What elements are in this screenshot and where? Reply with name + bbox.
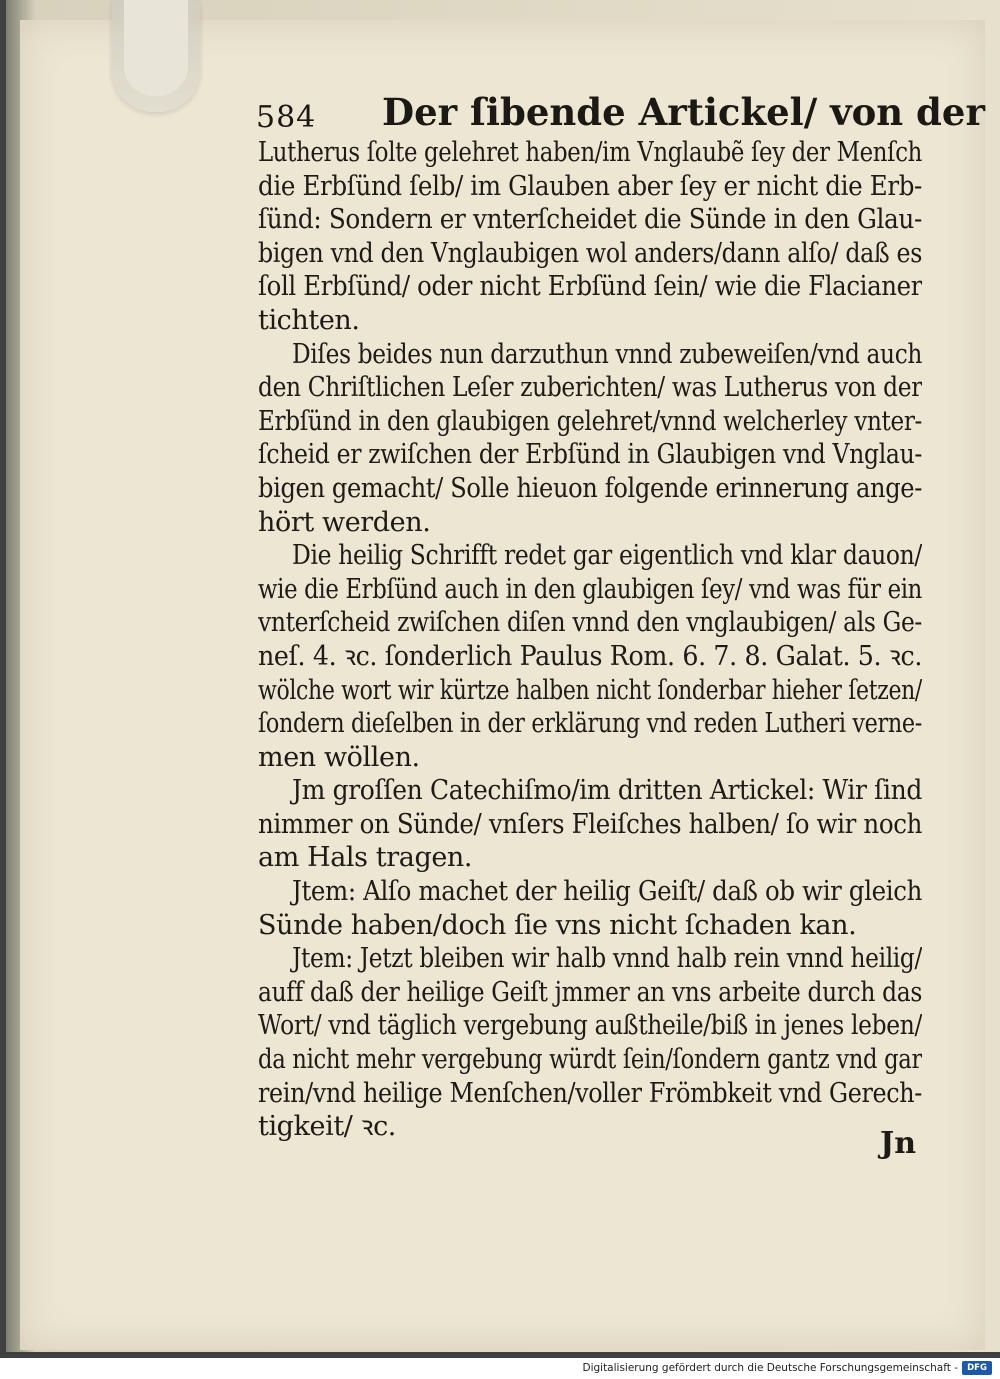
text-line: den Chriſtlichen Leſer zuberichten/ was Lutherus von der [258,372,922,404]
text-line: Lutherus ſolte gelehret haben/im Vnglaubẽ ſey der Menſch [258,137,922,168]
text-line: tichten. [258,304,360,336]
funding-credit: Digitalisierung gefördert durch die Deutsche Forschungsgemeinschaft - [582,1362,958,1374]
text-line: tigkeit/ ꝛc. [258,1111,396,1143]
footer-bar [0,1358,1000,1379]
text-line: ſondern dieſelben in der erklärung vnd reden Lutheri verne- [258,708,922,740]
text-line: ſcheid er zwiſchen der Erbſünd in Glaubigen vnd Vnglau- [258,439,922,471]
text-line: Jtem: Alſo machet der heilig Geiſt/ daß ob wir gleich [292,876,922,908]
catchword: Jn [880,1126,917,1161]
text-line: auff daß der heilige Geiſt jmmer an vns arbeite durch das [258,976,922,1008]
text-line: nimmer on Sünde/ vnſers Fleiſches halben/ ſo wir noch [258,808,922,840]
text-line: wölche wort wir kürtze halben nicht ſonderbar hieher ſetzen/ [258,674,922,706]
text-line: wie die Erbſünd auch in den glaubigen ſey/ vnd was für ein [258,573,922,605]
text-line: bigen gemacht/ Solle hieuon folgende erinnerung ange- [258,472,922,504]
text-line: da nicht mehr vergebung würdt ſein/ſondern gantz vnd gar [258,1044,922,1076]
text-line: Jtem: Jetzt bleiben wir halb vnnd halb rein vnnd heilig/ [292,943,922,975]
running-head: Der ſibende Artickel/ von der [382,90,985,134]
text-line: hört werden. [258,506,431,538]
page-number: 584 [256,100,317,135]
text-line: Sünde haben/doch ſie vns nicht ſchaden kan. [258,909,857,941]
text-line: Jm groſſen Catechiſmo/im dritten Artickel: Wir ſind [292,775,922,807]
text-line: men wöllen. [258,741,420,773]
text-line: Diſes beides nun darzuthun vnnd zubeweiſen/vnd auch [292,338,922,370]
text-line: am Hals tragen. [258,842,473,874]
text-block [258,136,922,1144]
text-line: die Erbſünd ſelb/ im Glauben aber ſey er nicht die Erb- [258,170,922,202]
page-clip-inner [124,0,188,96]
text-line: ſünd: Sondern er vnterſcheidet die Sünde in den Glau- [258,204,922,236]
text-line: Erbſünd in den glaubigen gelehret/vnnd welcherley vnter- [258,405,922,437]
text-line: bigen vnd den Vnglaubigen wol anders/dann alſo/ daß es [258,237,922,269]
dfg-logo-icon: DFG [962,1361,992,1375]
text-line: rein/vnd heilige Menſchen/voller Frömbkeit vnd Gerech- [258,1077,922,1109]
text-line: neſ. 4. ꝛc. ſonderlich Paulus Rom. 6. 7. 8. Galat. 5. ꝛc. [258,640,922,672]
text-line: vnterſcheid zwiſchen diſen vnnd den vnglaubigen/ als Ge- [258,607,922,639]
text-line: Wort/ vnd täglich vergebung außtheile/biß in jenes leben/ [258,1010,922,1042]
text-line: Die heilig Schrifft redet gar eigentlich vnd klar dauon/ [292,540,922,572]
text-line: ſoll Erbſünd/ oder nicht Erbſünd ſein/ wie die Flacianer [258,271,922,303]
